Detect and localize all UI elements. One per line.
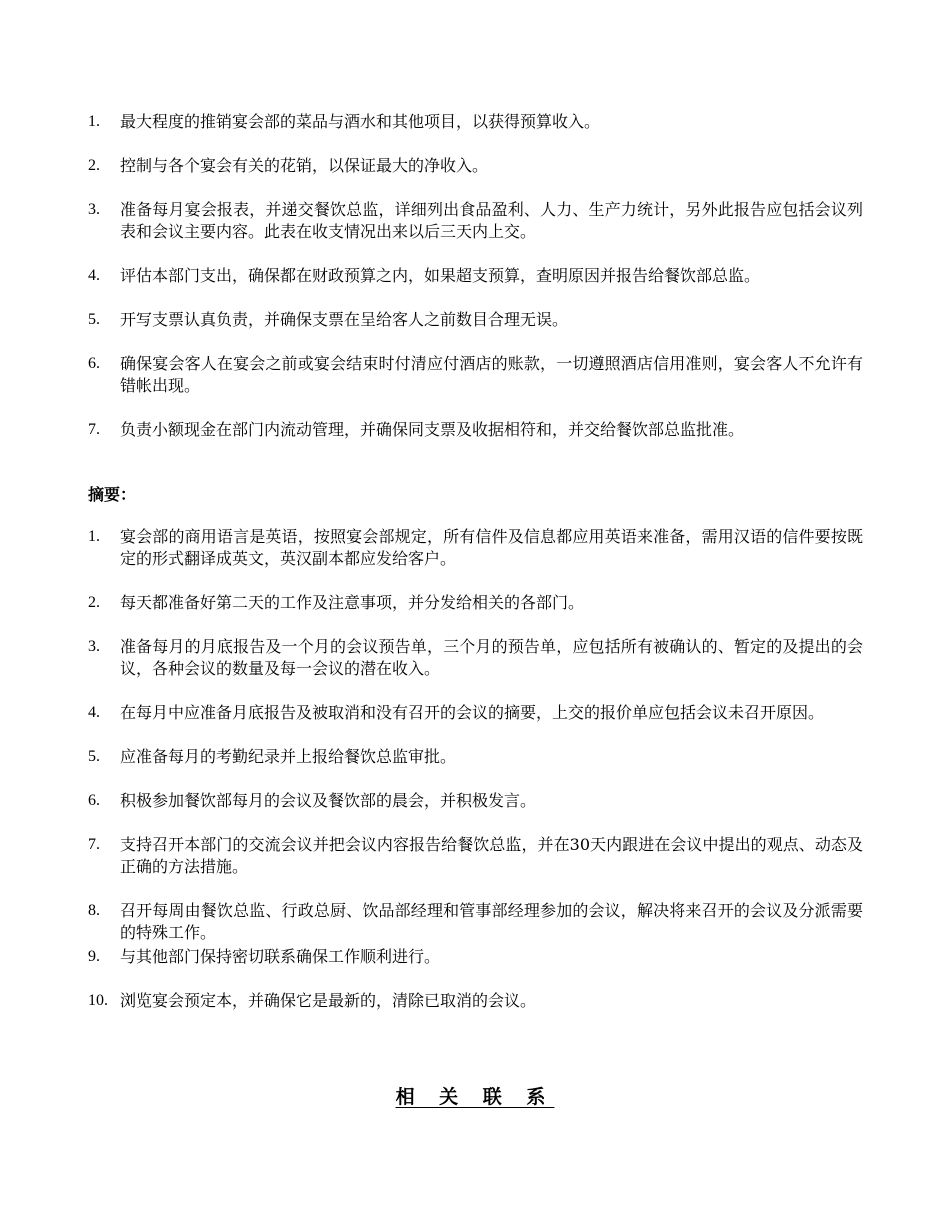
list-item — [88, 111, 863, 133]
item-number: 1. — [88, 113, 100, 130]
list-item — [88, 946, 863, 968]
duties-list — [88, 111, 863, 463]
item-text: 支持召开本部门的交流会议并把会议内容报告给餐饮总监，并在30天内跟进在会议中提出的观点、动态及正确的方法措施。 — [120, 835, 863, 876]
list-item — [88, 155, 863, 177]
item-number: 3. — [88, 638, 100, 655]
list-item — [88, 702, 863, 724]
item-number: 8. — [88, 902, 100, 919]
item-text: 与其他部门保持密切联系确保工作顺利进行。 — [120, 947, 441, 966]
section-title-text: 相 关 联 系 — [395, 1086, 555, 1108]
item-text: 负责小额现金在部门内流动管理，并确保同支票及收据相符和，并交给餐饮部总监批准。 — [120, 420, 745, 439]
item-number: 3. — [88, 201, 100, 218]
item-number: 5. — [88, 311, 100, 328]
item-text: 评估本部门支出，确保都在财政预算之内，如果超支预算，查明原因并报告给餐饮部总监。 — [120, 266, 761, 285]
item-number: 6. — [88, 792, 100, 809]
item-text: 在每月中应准备月底报告及被取消和没有召开的会议的摘要，上交的报价单应包括会议未召开原因。 — [120, 703, 825, 722]
list-item — [88, 990, 863, 1012]
item-text: 积极参加餐饮部每月的会议及餐饮部的晨会，并积极发言。 — [120, 791, 537, 810]
section-title — [0, 1084, 950, 1110]
item-number: 4. — [88, 704, 100, 721]
list-item — [88, 419, 863, 441]
list-item — [88, 746, 863, 768]
item-text: 准备每月的月底报告及一个月的会议预告单，三个月的预告单，应包括所有被确认的、暂定的及提出的会议，各种会议的数量及每一会议的潜在收入。 — [120, 637, 863, 678]
list-item — [88, 199, 863, 243]
item-text: 宴会部的商用语言是英语，按照宴会部规定，所有信件及信息都应用英语来准备，需用汉语的信件要按既定的形式翻译成英文，英汉副本都应发给客户。 — [120, 527, 863, 568]
list-item — [88, 353, 863, 397]
summary-list — [88, 526, 863, 1034]
item-text: 确保宴会客人在宴会之前或宴会结束时付清应付酒店的账款，一切遵照酒店信用准则，宴会客人不允许有错帐出现。 — [120, 354, 863, 395]
list-item — [88, 790, 863, 812]
item-number: 6. — [88, 355, 100, 372]
item-text: 最大程度的推销宴会部的菜品与酒水和其他项目，以获得预算收入。 — [120, 112, 601, 131]
list-item — [88, 900, 863, 944]
list-item — [88, 309, 863, 331]
item-text: 应准备每月的考勤纪录并上报给餐饮总监审批。 — [120, 747, 457, 766]
list-item — [88, 592, 863, 614]
item-text: 浏览宴会预定本，并确保它是最新的，清除已取消的会议。 — [120, 991, 537, 1010]
item-text: 召开每周由餐饮总监、行政总厨、饮品部经理和管事部经理参加的会议，解决将来召开的会议及分派需要的特殊工作。 — [120, 901, 863, 942]
item-number: 9. — [88, 948, 100, 965]
list-item — [88, 526, 863, 570]
list-item — [88, 834, 863, 878]
item-number: 7. — [88, 836, 100, 853]
item-text: 开写支票认真负责，并确保支票在呈给客人之前数目合理无误。 — [120, 310, 569, 329]
item-text: 每天都准备好第二天的工作及注意事项，并分发给相关的各部门。 — [120, 593, 585, 612]
item-number: 7. — [88, 421, 100, 438]
list-item — [88, 636, 863, 680]
item-text: 控制与各个宴会有关的花销，以保证最大的净收入。 — [120, 156, 489, 175]
item-number: 4. — [88, 267, 100, 284]
item-number: 2. — [88, 157, 100, 174]
item-number: 1. — [88, 528, 100, 545]
item-number: 2. — [88, 594, 100, 611]
item-text: 准备每月宴会报表，并递交餐饮总监，详细列出食品盈利、人力、生产力统计，另外此报告应包括会议列表和会议主要内容。此表在收支情况出来以后三天内上交。 — [120, 200, 863, 241]
list-item — [88, 265, 863, 287]
summary-heading: 摘要： — [88, 485, 137, 504]
item-number: 10. — [88, 992, 108, 1009]
item-number: 5. — [88, 748, 100, 765]
